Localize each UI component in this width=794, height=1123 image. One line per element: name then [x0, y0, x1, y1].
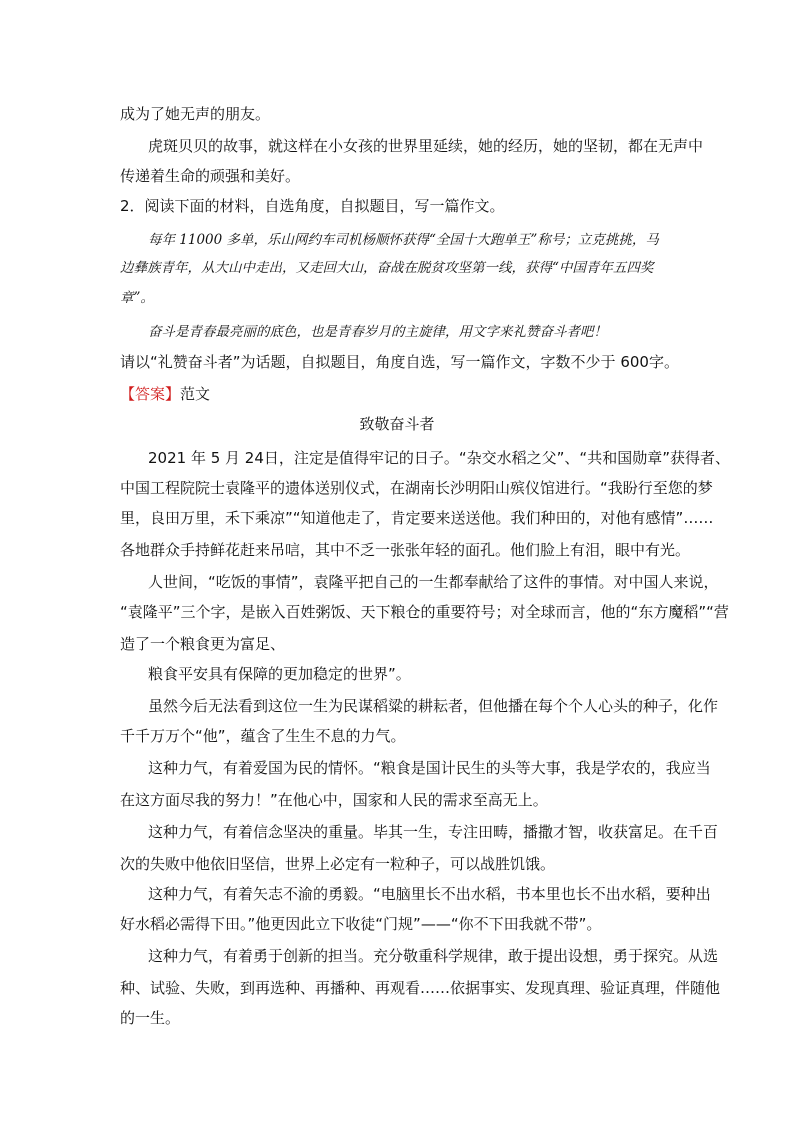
- essay-line: 好水稻必需得下田。”他更因此立下收徒“门规”——“你不下田我就不带”。: [120, 915, 602, 933]
- paragraph-line: 传递着生命的顽强和美好。: [120, 167, 301, 185]
- essay-line: 里，良田万里，禾下乘凉”“知道他走了，肯定要来送送他。我们种田的，对他有感情”……: [120, 509, 714, 527]
- material-line: 奋斗是青春最亮丽的底色，也是青春岁月的主旋律，用文字来礼赞奋斗者吧！: [148, 324, 607, 340]
- prompt-requirement: 请以“礼赞奋斗者”为话题，自拟题目，角度自选，写一篇作文，字数不少于 600字。: [120, 353, 679, 371]
- essay-line: 造了一个粮食更为富足、: [120, 635, 286, 653]
- essay-line: 人世间，“吃饭的事情”，袁隆平把自己的一生都奉献给了这件的事情。对中国人来说，: [148, 573, 719, 591]
- essay-line: 各地群众手持鲜花赶来吊唁，其中不乏一张张年轻的面孔。他们脸上有泪，眼中有光。: [120, 541, 691, 559]
- essay-line: 中国工程院院士袁隆平的遗体送别仪式，在湖南长沙明阳山殡仪馆进行。“我盼行至您的梦: [120, 479, 713, 497]
- essay-line: 次的失败中他依旧坚信，世界上必定有一粒种子，可以战胜饥饿。: [120, 855, 556, 873]
- answer-tag: 【答案】: [120, 385, 181, 403]
- essay-line: 这种力气，有着信念坚决的重量。毕其一生，专注田畴，播撒才智，收获富足。在千百: [148, 823, 719, 841]
- essay-line: 在这方面尽我的努力！”在他心中，国家和人民的需求至高无上。: [120, 791, 548, 809]
- material-line: 边彝族青年，从大山中走出，又走回大山，奋战在脱贫攻坚第一线，获得“中国青年五四奖: [120, 260, 654, 276]
- essay-title: 致敬奋斗者: [359, 415, 435, 433]
- essay-line: 这种力气，有着矢志不渝的勇毅。“电脑里长不出水稻，书本里也长不出水稻，要种出: [148, 885, 711, 903]
- essay-line: 种、试验、失败，到再选种、再播种、再观看……依据事实、发现真理、验证真理，伴随他: [120, 979, 721, 997]
- essay-line: 粮食平安具有保障的更加稳定的世界”。: [148, 665, 411, 683]
- paragraph-line: 成为了她无声的朋友。: [120, 105, 271, 123]
- paragraph-line: 虎斑贝贝的故事，就这样在小女孩的世界里延续，她的经历，她的坚韧，都在无声中: [148, 137, 704, 155]
- question-heading: 2．阅读下面的材料，自选角度，自拟题目，写一篇作文。: [120, 197, 505, 215]
- essay-line: 2021 年 5 月 24日，注定是值得牢记的日子。“杂交水稻之父”、“共和国勋章”获得者、: [148, 449, 730, 467]
- answer-type: 范文: [180, 385, 211, 403]
- answer-label: [120, 384, 210, 404]
- essay-line: 这种力气，有着爱国为民的情怀。“粮食是国计民生的头等大事，我是学农的，我应当: [148, 759, 711, 777]
- essay-line: 虽然今后无法看到这位一生为民谋稻粱的耕耘者，但他播在每个个人心头的种子，化作: [148, 697, 719, 715]
- material-line: 章”。: [120, 290, 154, 306]
- essay-line: 的一生。: [120, 1009, 181, 1027]
- material-line: 每年 11000 多单，乐山网约车司机杨顺怀获得“全国十大跑单王”称号；立克挑挑，马: [148, 232, 659, 248]
- essay-line: 这种力气，有着勇于创新的担当。充分敬重科学规律，敢于提出设想，勇于探究。从选: [148, 947, 719, 965]
- essay-line: “袁隆平”三个字，是嵌入百姓粥饭、天下粮仓的重要符号；对全球而言，他的“东方魔稻”“营: [120, 603, 729, 621]
- essay-line: 千千万万个“他”，蕴含了生生不息的力气。: [120, 727, 406, 745]
